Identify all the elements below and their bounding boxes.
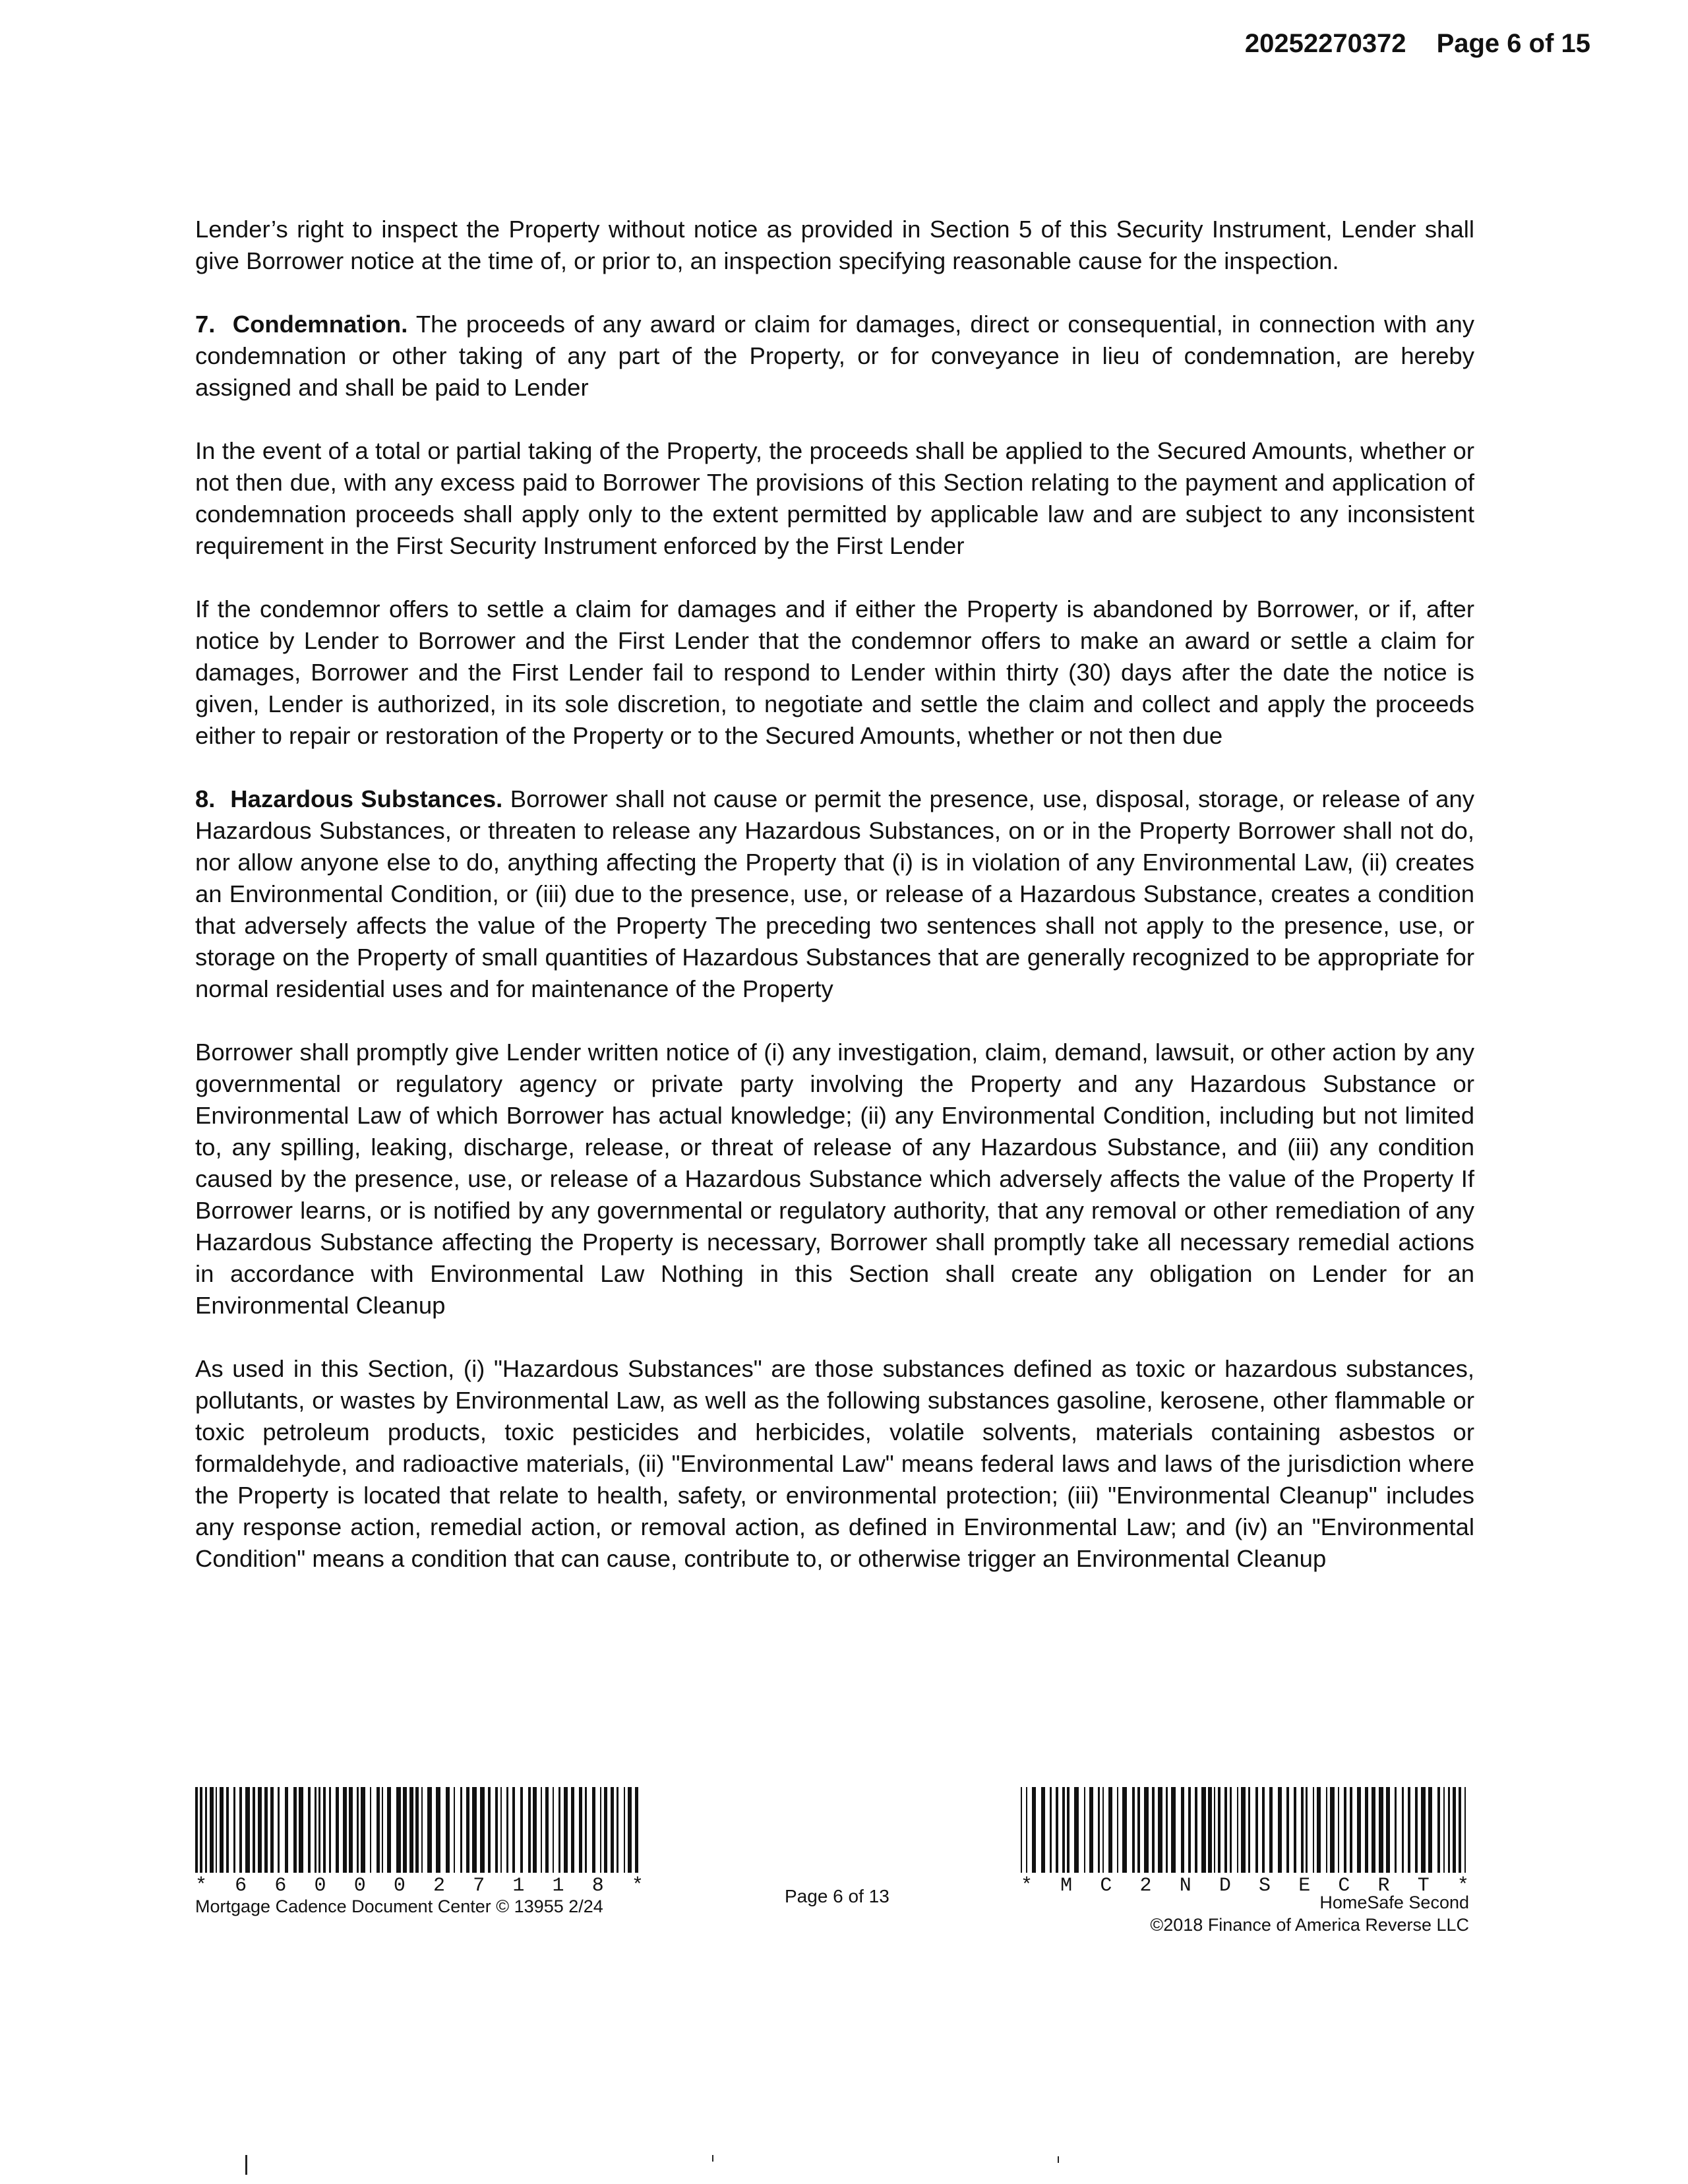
paragraph-text: Borrower shall promptly give Lender written notice of (i) any investigation, claim, demand, lawsuit, or other action by any governmental or regulatory agency or private party involving the Property and any Hazardous Substance or Environmental Law of which Borrower has actual knowledge; (ii) any Environmental Condition, including but not limited to, any spilling, leaking, discharge, release, or threat of release of any Hazardous Substance, and (iii) any condition caused by the presence, use, or release of a Hazardous Substance which adversely affects the value of the Property If Borrower learns, or is notified by any governmental or regulatory authority, that any removal or other remediation of any Hazardous Substance affecting the Property is necessary, Borrower shall promptly take all necessary remedial actions in accordance with Environmental Law Nothing in this Section shall create any obligation on Lender for an Environmental Cleanup: [195, 1039, 1474, 1319]
left-barcode-char: 0: [314, 1875, 326, 1897]
right-barcode-bar: [1201, 1787, 1206, 1873]
right-barcode-bar: [1344, 1787, 1346, 1873]
paragraph-text: In the event of a total or partial taking of the Property, the proceeds shall be applied to the Secured Amounts, whether or not then due, with any excess paid to Borrower The provisions of this Section relating to the payment and application of condemnation proceeds shall apply only to the extent permitted by applicable law and are subject to any inconsistent requirement in the First Security Instrument enforced by the First Lender: [195, 437, 1474, 559]
right-barcode-bar: [1026, 1787, 1027, 1873]
left-barcode-bar: [579, 1787, 582, 1873]
left-barcode-bar: [264, 1787, 268, 1873]
right-barcode-bar: [1464, 1787, 1466, 1873]
right-barcode-bar: [1395, 1787, 1397, 1873]
left-barcode-bar: [624, 1787, 625, 1873]
right-barcode-bar: [1437, 1787, 1440, 1873]
paragraph-text: As used in this Section, (i) "Hazardous Substances" are those substances defined as toxic or hazardous substances, pollutants, or wastes by Environmental Law, as well as the following substances gasoline, kerosene, other flammable or toxic petroleum products, toxic pesticides and herbicides, volatile solvents, materials containing asbestos or formaldehyde, and radioactive materials, (ii) "Environmental Law" means federal laws and laws of the jurisdiction where the Property is located that relate to health, safety, or environmental protection; (iii) "Environmental Cleanup" includes any response action, remedial action, or removal action, as defined in Environmental Law; and (iv) an "Environmental Condition" means a condition that can cause, contribute to, or otherwise trigger an Environmental Cleanup: [195, 1355, 1474, 1572]
left-barcode-char: 7: [473, 1875, 485, 1897]
right-barcode-bar: [1074, 1787, 1079, 1873]
right-barcode-bar: [1108, 1787, 1112, 1873]
left-barcode-bar: [585, 1787, 587, 1873]
right-barcode-bar: [1408, 1787, 1410, 1873]
left-barcode-bar: [466, 1787, 469, 1873]
left-barcode-bar: [635, 1787, 638, 1873]
right-barcode-char: C: [1100, 1875, 1112, 1897]
page-footer: [0, 1787, 1688, 1958]
left-barcode-bar: [421, 1787, 423, 1873]
right-barcode-bar: [1357, 1787, 1361, 1873]
doc-number: 20252270372: [1244, 29, 1406, 58]
right-barcode-bar: [1262, 1787, 1265, 1873]
section-title: Condemnation.: [232, 311, 408, 338]
left-barcode-bar: [480, 1787, 485, 1873]
left-barcode-bar: [323, 1787, 326, 1873]
footer-page-number: Page 6 of 13: [785, 1886, 889, 1906]
left-barcode-bar: [270, 1787, 274, 1873]
left-barcode-bar: [315, 1787, 316, 1873]
left-barcode-bar: [617, 1787, 618, 1873]
right-barcode-bar: [1330, 1787, 1335, 1873]
right-barcode-bar: [1372, 1787, 1375, 1873]
right-barcode-bar: [1218, 1787, 1221, 1873]
section-number: 7.: [195, 311, 216, 338]
right-barcode-bar: [1084, 1787, 1085, 1873]
right-barcode-bar: [1453, 1787, 1456, 1873]
right-barcode-bar: [1338, 1787, 1339, 1873]
right-barcode-bar: [1301, 1787, 1304, 1873]
left-barcode-bar: [427, 1787, 432, 1873]
scan-mark: [712, 2155, 713, 2162]
right-barcode-bar: [1286, 1787, 1289, 1873]
left-barcode-bar: [239, 1787, 242, 1873]
left-barcode-char: 8: [591, 1875, 604, 1897]
left-barcode-bar: [329, 1787, 331, 1873]
left-barcode-bar: [370, 1787, 371, 1873]
right-barcode-char: M: [1060, 1875, 1073, 1897]
right-barcode-bar: [1237, 1787, 1238, 1873]
paragraph-text: If the condemnor offers to settle a claim for damages and if either the Property is abandoned by Borrower, or if, after notice by Lender to Borrower and the First Lender that the condemnor offers to make an award or settle a claim for damages, Borrower and the First Lender fail to respond to Lender within thirty (30) days after the date the notice is given, Lender is authorized, in its sole discretion, to negotiate and settle the claim and collect and apply the proceeds either to repair or restoration of the Property or to the Secured Amounts, whether or not then due: [195, 595, 1474, 749]
right-barcode-bar: [1137, 1787, 1140, 1873]
right-barcode-bar: [1278, 1787, 1282, 1873]
right-barcode-bar: [1132, 1787, 1135, 1873]
left-barcode-bar: [495, 1787, 498, 1873]
left-barcode-bar: [308, 1787, 311, 1873]
product-name: HomeSafe Second: [1319, 1893, 1469, 1912]
left-barcode-bar: [592, 1787, 595, 1873]
right-barcode-bar: [1365, 1787, 1368, 1873]
left-barcode-bar: [571, 1787, 574, 1873]
left-barcode-bar: [343, 1787, 347, 1873]
right-barcode-bar: [1448, 1787, 1450, 1873]
left-barcode-digits: [195, 1876, 644, 1896]
left-barcode-bar: [553, 1787, 554, 1873]
left-barcode-bar: [293, 1787, 297, 1873]
right-barcode-bar: [1144, 1787, 1149, 1873]
right-barcode-char: S: [1259, 1875, 1271, 1897]
left-barcode-bar: [600, 1787, 601, 1873]
right-barcode-char: D: [1219, 1875, 1231, 1897]
right-barcode-bar: [1089, 1787, 1093, 1873]
left-barcode-bar: [460, 1787, 462, 1873]
right-barcode-char: 2: [1139, 1875, 1152, 1897]
left-barcode-bar: [285, 1787, 288, 1873]
right-barcode-bar: [1188, 1787, 1191, 1873]
left-barcode-bar: [205, 1787, 207, 1873]
left-barcode-char: 0: [353, 1875, 366, 1897]
right-barcode-bar: [1208, 1787, 1212, 1873]
left-barcode-bar: [520, 1787, 523, 1873]
left-barcode-bar: [258, 1787, 262, 1873]
right-barcode-bar: [1195, 1787, 1197, 1873]
right-barcode-bar: [1062, 1787, 1065, 1873]
left-barcode-char: *: [195, 1875, 208, 1897]
left-caption: Mortgage Cadence Document Center © 13955 2/24: [195, 1896, 603, 1916]
left-barcode-bar: [226, 1787, 229, 1873]
right-barcode-bar: [1032, 1787, 1036, 1873]
left-barcode-bar: [220, 1787, 224, 1873]
right-barcode-bar: [1459, 1787, 1461, 1873]
paragraph-written-notice: [195, 1037, 1474, 1321]
right-barcode-bar: [1224, 1787, 1227, 1873]
scan-mark: [1058, 2156, 1059, 2163]
scan-mark: [245, 2155, 247, 2175]
left-barcode-block: [195, 1787, 644, 1917]
left-barcode-bar: [382, 1787, 383, 1873]
left-barcode-bar: [387, 1787, 391, 1873]
left-barcode-bar: [377, 1787, 380, 1873]
copyright-line: ©2018 Finance of America Reverse LLC: [1150, 1915, 1469, 1935]
left-barcode-bar: [299, 1787, 303, 1873]
left-barcode-char: 6: [235, 1875, 247, 1897]
right-barcode-bar: [1421, 1787, 1426, 1873]
right-barcode: [1021, 1787, 1469, 1876]
left-barcode-bar: [541, 1787, 542, 1873]
left-barcode-bar: [409, 1787, 413, 1873]
right-barcode-bar: [1041, 1787, 1045, 1873]
right-barcode-bar: [1181, 1787, 1184, 1873]
left-barcode-bar: [611, 1787, 614, 1873]
left-barcode-char: 2: [433, 1875, 446, 1897]
left-barcode-bar: [628, 1787, 632, 1873]
right-barcode-bar: [1306, 1787, 1308, 1873]
left-barcode-bar: [506, 1787, 508, 1873]
section-title: Hazardous Substances.: [230, 785, 503, 812]
left-barcode-bar: [200, 1787, 202, 1873]
page-label: Page 6 of 15: [1436, 29, 1590, 58]
left-barcode-bar: [233, 1787, 235, 1873]
left-barcode-bar: [545, 1787, 549, 1873]
right-barcode-char: N: [1179, 1875, 1191, 1897]
left-barcode: [195, 1787, 644, 1876]
left-barcode-bar: [500, 1787, 502, 1873]
left-barcode-bar: [472, 1787, 477, 1873]
right-barcode-bar: [1214, 1787, 1215, 1873]
right-barcode-bar: [1317, 1787, 1321, 1873]
section-text: Borrower shall not cause or permit the presence, use, disposal, storage, or release of any Hazardous Substances, or threaten to release any Hazardous Substances, on or in the Property Borrower shall not do, nor allow anyone else to do, anything affecting the Property that (i) is in violation of any Environmental Law, (ii) creates an Environmental Condition, or (iii) due to the presence, use, or release of a Hazardous Substance, creates a condition that adversely affects the value of the Property The preceding two sentences shall not apply to the presence, use, or storage on the Property of small quantities of Hazardous Substances that are generally recognized to be appropriate for normal residential uses and for maintenance of the Property: [195, 785, 1475, 1002]
right-barcode-bar: [1443, 1787, 1445, 1873]
left-barcode-char: 6: [274, 1875, 287, 1897]
right-barcode-bar: [1386, 1787, 1390, 1873]
right-barcode-char: *: [1457, 1875, 1469, 1897]
right-barcode-bar: [1152, 1787, 1155, 1873]
right-barcode-bar: [1294, 1787, 1296, 1873]
left-barcode-bar: [558, 1787, 560, 1873]
paragraph-condemnor-offers: [195, 593, 1474, 752]
left-barcode-bar: [512, 1787, 515, 1873]
document-body: [195, 214, 1474, 1606]
right-barcode-bar: [1428, 1787, 1432, 1873]
right-barcode-bar: [1021, 1787, 1022, 1873]
left-barcode-char: 1: [512, 1875, 525, 1897]
left-barcode-bar: [336, 1787, 339, 1873]
left-barcode-bar: [446, 1787, 450, 1873]
right-barcode-bar: [1313, 1787, 1314, 1873]
paragraph-partial-taking: [195, 435, 1474, 562]
right-barcode-bar: [1098, 1787, 1100, 1873]
right-barcode-char: E: [1298, 1875, 1311, 1897]
paragraph-text: Lender’s right to inspect the Property without notice as provided in Section 5 of this Security Instrument, Lender shall give Borrower notice at the time of, or prior to, an inspection specifying reasonable cause for the inspection.: [195, 216, 1474, 274]
right-barcode-bar: [1158, 1787, 1162, 1873]
left-barcode-char: 0: [393, 1875, 406, 1897]
left-barcode-bar: [210, 1787, 214, 1873]
left-barcode-char: 1: [552, 1875, 564, 1897]
right-barcode-bar: [1402, 1787, 1404, 1873]
right-barcode-bar: [1102, 1787, 1104, 1873]
left-barcode-bar: [436, 1787, 440, 1873]
right-barcode-bar: [1241, 1787, 1246, 1873]
left-barcode-bar: [396, 1787, 401, 1873]
section-number: 8.: [195, 785, 216, 812]
paragraph-definitions: [195, 1353, 1474, 1575]
right-barcode-bar: [1379, 1787, 1383, 1873]
left-barcode-bar: [216, 1787, 217, 1873]
left-barcode-bar: [533, 1787, 537, 1873]
section-8-hazardous-substances: [195, 783, 1474, 1005]
right-barcode-bar: [1248, 1787, 1250, 1873]
right-barcode-bar: [1056, 1787, 1058, 1873]
left-barcode-bar: [318, 1787, 320, 1873]
left-barcode-bar: [361, 1787, 365, 1873]
right-barcode-char: T: [1417, 1875, 1430, 1897]
left-barcode-bar: [253, 1787, 255, 1873]
left-barcode-bar: [245, 1787, 250, 1873]
left-barcode-bar: [564, 1787, 568, 1873]
right-barcode-bar: [1230, 1787, 1232, 1873]
section-text: The proceeds of any award or claim for damages, direct or consequential, in connection with any condemnation or other taking of any part of the Property, or for conveyance in lieu of condemnation, are hereby assigned and shall be paid to Lender: [195, 311, 1474, 401]
left-barcode-bar: [357, 1787, 359, 1873]
right-barcode-char: *: [1021, 1875, 1033, 1897]
left-barcode-bar: [528, 1787, 531, 1873]
left-barcode-bar: [488, 1787, 491, 1873]
left-barcode-bar: [349, 1787, 353, 1873]
right-barcode-bar: [1326, 1787, 1327, 1873]
left-barcode-bar: [454, 1787, 455, 1873]
right-barcode-bar: [1350, 1787, 1352, 1873]
right-barcode-char: R: [1377, 1875, 1390, 1897]
left-barcode-bar: [604, 1787, 607, 1873]
right-barcode-bar: [1255, 1787, 1258, 1873]
right-barcode-bar: [1117, 1787, 1118, 1873]
right-barcode-block: [1021, 1787, 1469, 1896]
left-barcode-bar: [195, 1787, 198, 1873]
right-barcode-bar: [1067, 1787, 1070, 1873]
left-barcode-char: *: [631, 1875, 644, 1897]
page-header: [1245, 29, 1590, 59]
left-barcode-bar: [415, 1787, 419, 1873]
right-barcode-bar: [1269, 1787, 1273, 1873]
right-barcode-bar: [1122, 1787, 1127, 1873]
left-barcode-bar: [403, 1787, 407, 1873]
right-barcode-bar: [1166, 1787, 1168, 1873]
paragraph-inspection: [195, 214, 1474, 277]
right-caption: [1150, 1891, 1469, 1936]
right-barcode-bar: [1171, 1787, 1176, 1873]
right-barcode-bar: [1415, 1787, 1418, 1873]
section-7-condemnation: [195, 309, 1474, 404]
right-barcode-char: C: [1338, 1875, 1350, 1897]
right-barcode-bar: [1050, 1787, 1052, 1873]
left-barcode-bar: [278, 1787, 280, 1873]
